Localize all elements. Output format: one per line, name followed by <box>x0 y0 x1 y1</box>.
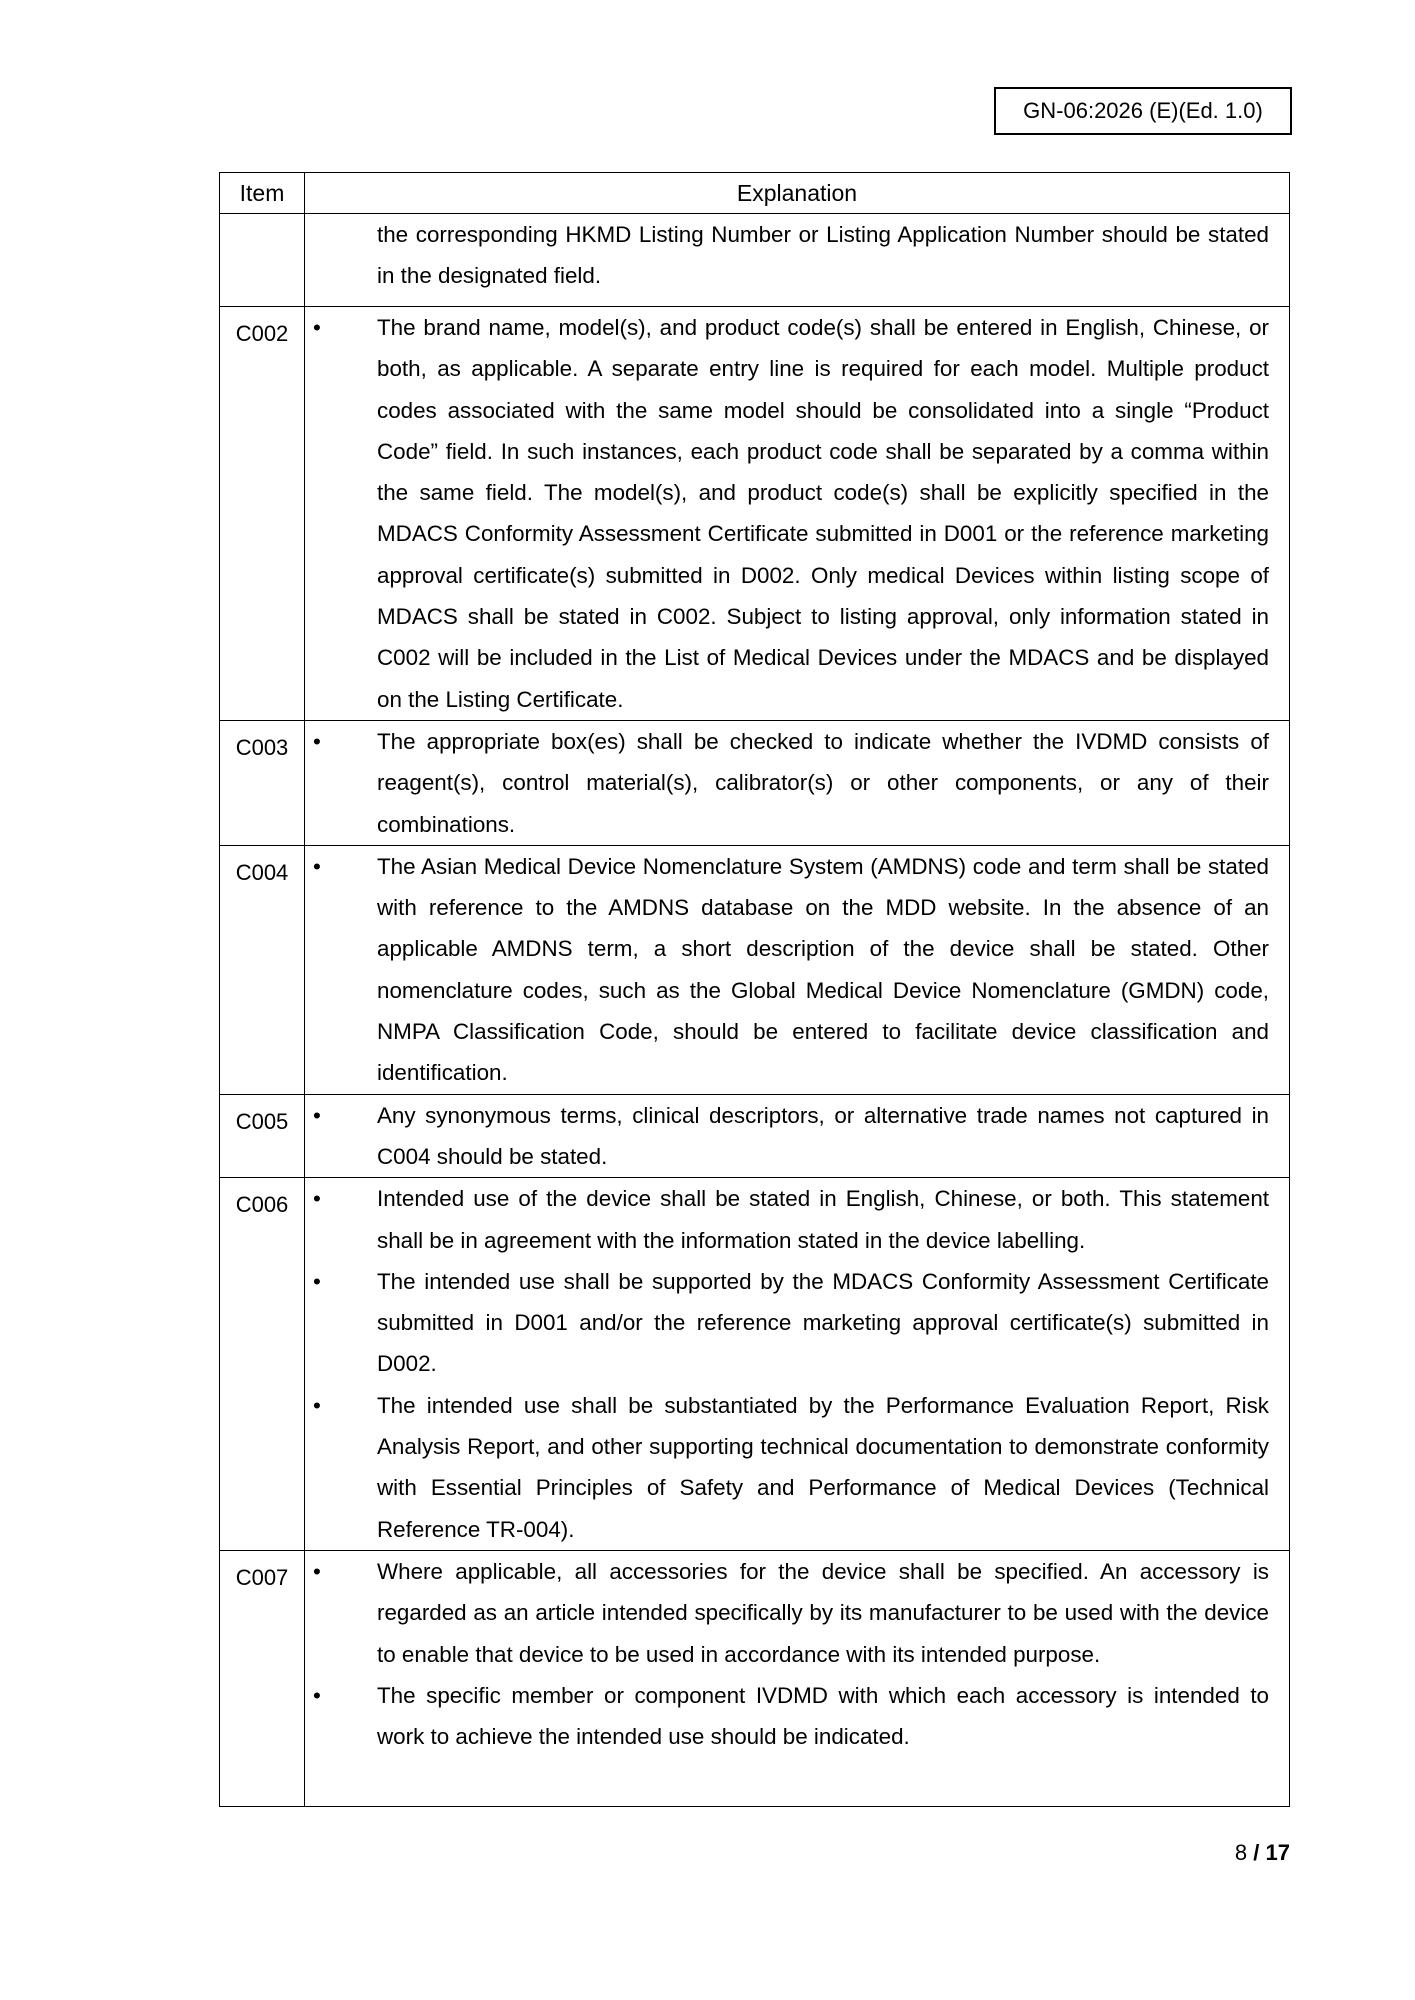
bullet-icon: • <box>313 1558 321 1584</box>
table-row <box>220 1094 1290 1178</box>
table-row-continuation <box>220 214 1290 307</box>
item-cell <box>220 214 305 307</box>
bullet-text: The intended use shall be supported by the MDACS Conformity Assessment Certificate submitted in D001 and/or the reference marketing approval certificate(s) submitted in D002. <box>377 1268 1269 1377</box>
explanation-cell <box>305 214 1290 307</box>
explanation-cell <box>305 1094 1290 1178</box>
bullet-item <box>305 721 1269 845</box>
bullet-text: The brand name, model(s), and product code(s) shall be entered in English, Chinese, or both, as applicable. A separate entry line is required for each model. Multiple product codes associated with the same model should be consolidated into a single “Product Code” field. In such instances, each product code shall be separated by a comma within the same field. The model(s), and product code(s) shall be explicitly specified in the MDACS Conformity Assessment Certificate submitted in D001 or the reference marketing approval certificate(s) submitted in D002. Only medical Devices within listing scope of MDACS shall be stated in C002. Subject to listing approval, only information stated in C002 will be included in the List of Medical Devices under the MDACS and be displayed on the Listing Certificate. <box>377 315 1269 712</box>
table-row <box>220 845 1290 1094</box>
bullet-item <box>305 1675 1269 1758</box>
column-header-item: Item <box>220 173 305 214</box>
bullet-item <box>305 1551 1269 1675</box>
item-code: C002 <box>220 307 305 721</box>
bullet-text: The Asian Medical Device Nomenclature System (AMDNS) code and term shall be stated with reference to the AMDNS database on the MDD website. In the absence of an applicable AMDNS term, a short description of the device shall be stated. Other nomenclature codes, such as the Global Medical Device Nomenclature (GMDN) code, NMPA Classification Code, should be entered to facilitate device classification and identification. <box>377 853 1269 1086</box>
table-header-row <box>220 173 1290 214</box>
explanation-cell <box>305 845 1290 1094</box>
bullet-icon: • <box>313 1392 321 1418</box>
bullet-text: The intended use shall be substantiated by the Performance Evaluation Report, Risk Analysis Report, and other supporting technical documentation to demonstrate conformity with Essential Principles of Safety and Performance of Medical Devices (Technical Reference TR-004). <box>377 1392 1269 1542</box>
explanation-cell <box>305 1550 1290 1806</box>
item-code: C007 <box>220 1550 305 1806</box>
explanation-cell <box>305 1178 1290 1551</box>
bullet-text: The appropriate box(es) shall be checked to indicate whether the IVDMD consists of reagent(s), control material(s), calibrator(s) or other components, or any of their combinations. <box>377 728 1269 837</box>
bullet-icon: • <box>313 1682 321 1708</box>
item-code: C004 <box>220 845 305 1094</box>
bullet-item <box>305 1261 1269 1385</box>
bullet-text: Where applicable, all accessories for the device shall be specified. An accessory is regarded as an article intended specifically by its manufacturer to be used with the device to enable that device to be used in accordance with its intended purpose. <box>377 1558 1269 1667</box>
explanation-cell <box>305 307 1290 721</box>
item-code: C003 <box>220 720 305 845</box>
item-code: C006 <box>220 1178 305 1551</box>
bullet-item <box>305 307 1269 720</box>
explanation-cell <box>305 720 1290 845</box>
explanation-table <box>219 172 1290 1807</box>
document-reference: GN-06:2026 (E)(Ed. 1.0) <box>994 87 1292 135</box>
current-page: 8 <box>1234 1840 1248 1865</box>
bullet-icon: • <box>313 315 321 340</box>
bullet-item <box>305 1095 1269 1178</box>
page-number <box>1220 1840 1290 1866</box>
bullet-icon: • <box>313 728 321 754</box>
bullet-icon: • <box>313 1102 321 1128</box>
bullet-item <box>305 846 1269 1094</box>
bullet-text: The specific member or component IVDMD with which each accessory is intended to work to achieve the intended use should be indicated. <box>377 1682 1269 1750</box>
bullet-text: Any synonymous terms, clinical descriptors, or alternative trade names not captured in C004 should be stated. <box>377 1102 1269 1169</box>
table-row <box>220 720 1290 845</box>
table-row <box>220 1550 1290 1806</box>
bullet-icon: • <box>313 1268 321 1294</box>
total-pages: / 17 <box>1253 1840 1290 1865</box>
column-header-explanation: Explanation <box>305 173 1290 214</box>
bullet-item <box>305 1178 1269 1261</box>
table-row <box>220 1178 1290 1551</box>
item-code: C005 <box>220 1094 305 1178</box>
table-row <box>220 307 1290 721</box>
continuation-text: the corresponding HKMD Listing Number or Listing Application Number should be stated in the designated field. <box>377 222 1269 289</box>
bullet-item <box>305 1385 1269 1550</box>
bullet-icon: • <box>313 853 321 879</box>
bullet-icon: • <box>313 1186 321 1212</box>
bullet-text: Intended use of the device shall be stated in English, Chinese, or both. This statement shall be in agreement with the information stated in the device labelling. <box>377 1186 1269 1253</box>
